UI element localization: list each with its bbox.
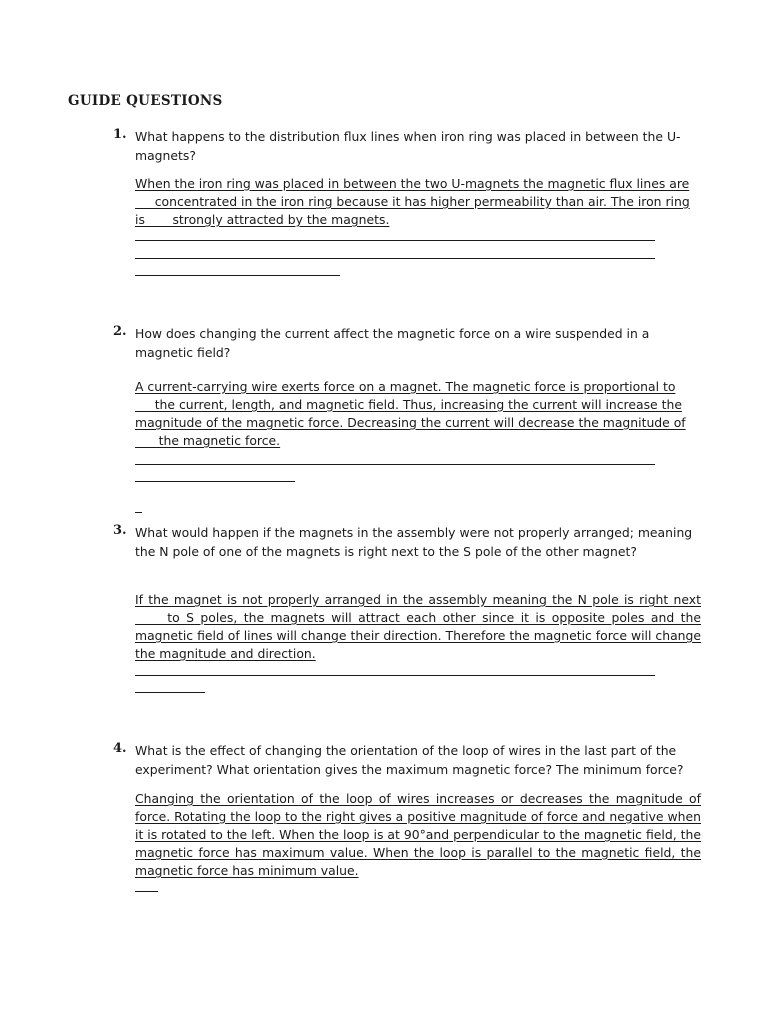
question-text: How does changing the current affect the magnetic force on a wire suspended in a magnetic field? bbox=[135, 326, 650, 360]
blank-line bbox=[135, 481, 295, 482]
blank-line bbox=[135, 464, 655, 465]
answer-text: Changing the orientation of the loop of wires increases or decreases the magnitude of force. Rotating the loop to the right gives a positive magnitude of force and negative when it is rotated to the left. When the loop is at 90°and perpendicular to the magnetic field, the magnetic force has maximum value. When the loop is parallel to the magnetic field, the magnetic force has minimum value. bbox=[135, 791, 701, 878]
blank-line bbox=[135, 692, 205, 693]
answer-text: If the magnet is not properly arranged in the assembly meaning the N pole is right next to S poles, the magnets will attract each other since it is opposite poles and the magnetic field of lines will change their direction. Therefore the magnetic force will change the magnitude and direction. bbox=[135, 592, 701, 661]
answer-text: A current-carrying wire exerts force on a magnet. The magnetic force is proportional to the current, length, and magnetic field. Thus, increasing the current will increase the magnitude of the magnetic force. Decreasing the current will decrease the magnitude of the magnetic force. bbox=[135, 379, 686, 448]
question-text: What would happen if the magnets in the assembly were not properly arranged; meaning the N pole of one of the magnets is right next to the S pole of the other magnet? bbox=[135, 525, 693, 559]
blank-line bbox=[135, 675, 655, 676]
page-title: GUIDE QUESTIONS bbox=[68, 93, 223, 109]
blank-line bbox=[135, 891, 158, 892]
blank-line bbox=[135, 240, 655, 241]
question-number: 2. bbox=[113, 324, 127, 339]
question-text: What happens to the distribution flux lines when iron ring was placed in between the U-magnets? bbox=[135, 129, 681, 163]
blank-line bbox=[135, 275, 340, 276]
question-text: What is the effect of changing the orientation of the loop of wires in the last part of the experiment? What orientation gives the maximum magnetic force? The minimum force? bbox=[135, 743, 684, 777]
question-number: 3. bbox=[113, 523, 127, 538]
blank-line bbox=[135, 258, 655, 259]
question-number: 1. bbox=[113, 127, 127, 142]
question-number: 4. bbox=[113, 741, 127, 756]
blank-line bbox=[135, 512, 142, 513]
answer-text: When the iron ring was placed in between the two U-magnets the magnetic flux lines are concentrated in the iron ring because it has higher permeability than air. The iron ring is strongly attracted by the magnets. bbox=[135, 176, 690, 227]
